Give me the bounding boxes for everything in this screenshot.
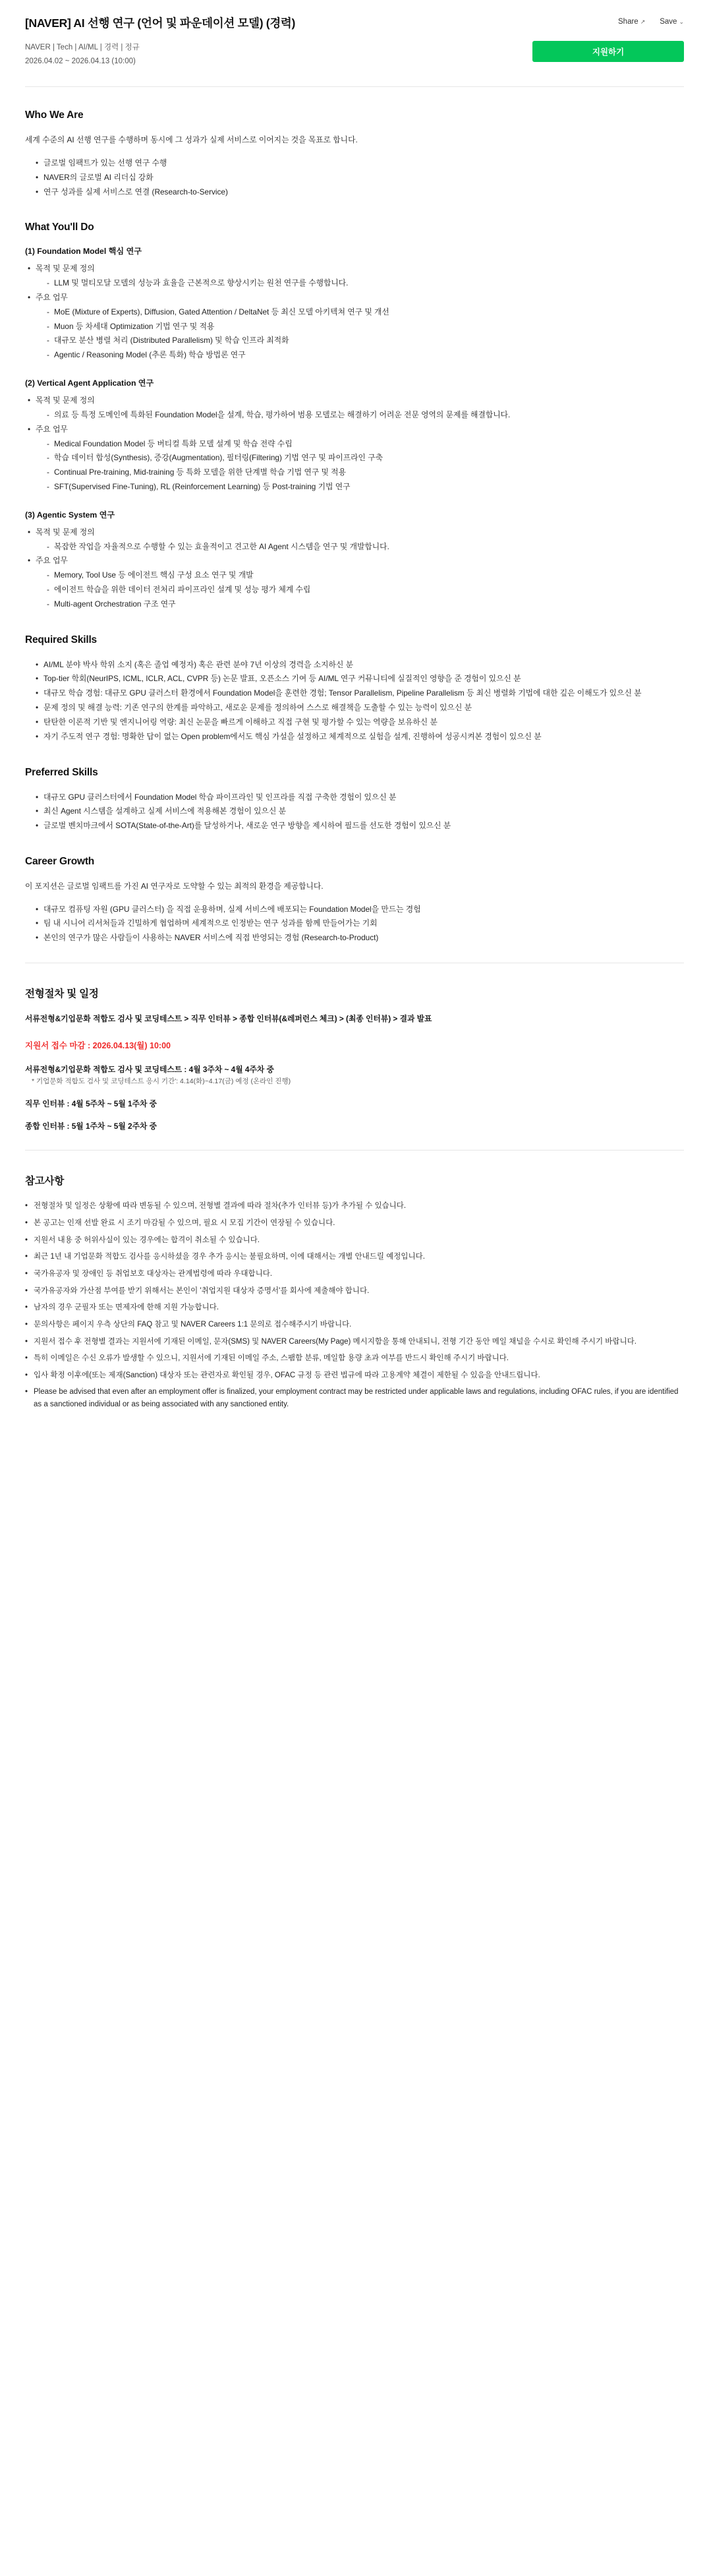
application-deadline: 지원서 접수 마감 : 2026.04.13(월) 10:00 [25, 1041, 171, 1051]
list-item: - 대규모 분산 병렬 처리 (Distributed Parallelism) 및 학습 인프라 최적화 [46, 334, 684, 348]
header-divider [25, 86, 684, 87]
group-sub-label: • 목적 및 문제 정의 [25, 262, 684, 276]
list-item: • 본 공고는 인재 선발 완료 시 조기 마감될 수 있으며, 필요 시 모집 기간이 연장될 수 있습니다. [25, 1216, 684, 1230]
page-title: [NAVER] AI 선행 연구 (언어 및 파운데이션 모델) (경력) [25, 16, 296, 30]
list-item: • 자기 주도적 연구 경험: 명확한 답이 없는 Open problem에서도 핵심 가설을 설정하고 체계적으로 실험을 설계, 진행하여 성공시켜본 경험이 있으신 분 [36, 730, 684, 744]
list-item: • 본인의 연구가 많은 사람들이 사용하는 NAVER 서비스에 직접 반영되는 경험 (Research-to-Product) [36, 931, 684, 945]
share-icon: ↗ [640, 18, 646, 25]
process-title: 전형절차 및 일정 [25, 988, 99, 1000]
list-item: • 대규모 컴퓨팅 자원 (GPU 클러스터) 을 직접 운용하며, 실제 서비스에 배포되는 Foundation Model을 만드는 경험 [36, 903, 684, 917]
process-step-title: 종합 인터뷰 : 5월 1주차 ~ 5월 2주차 중 [25, 1122, 157, 1131]
required-skills-list [25, 658, 684, 744]
required-skills-title: Required Skills [25, 634, 97, 645]
list-item: • 특히 이메일은 수신 오류가 발생할 수 있으니, 지원서에 기재된 이메일 주소, 스팸함 분류, 메일함 용량 초과 여부를 반드시 확인해 주시기 바랍니다. [25, 1352, 684, 1365]
group-sub-label: • 주요 업무 [25, 554, 684, 568]
list-item: - Medical Foundation Model 등 버티컬 특화 모델 설계 및 학습 전략 수립 [46, 437, 684, 452]
career-growth-intro: 이 포지션은 글로벌 임팩트를 가진 AI 연구자로 도약할 수 있는 최적의 환경을 제공합니다. [25, 881, 324, 891]
list-item: • 대규모 학습 경험: 대규모 GPU 클러스터 환경에서 Foundation Model을 훈련한 경험; Tensor Parallelism, Pipeline Parallelism 등 최신 병렬화 기법에 대한 깊은 이해도가 있으신 분 [36, 686, 684, 701]
section-preferred-skills [25, 767, 684, 833]
list-item: - Multi-agent Orchestration 구조 연구 [46, 597, 684, 612]
notice-divider [25, 1150, 684, 1151]
list-item: - Memory, Tool Use 등 에이전트 핵심 구성 요소 연구 및 개발 [46, 568, 684, 583]
group-sub-list [36, 276, 684, 291]
job-meta-tags: NAVER | Tech | AI/ML | 경력 | 정규 [25, 43, 140, 51]
list-item: - SFT(Supervised Fine-Tuning), RL (Reinforcement Learning) 등 Post-training 기법 연구 [46, 480, 684, 494]
group-sub-label: • 목적 및 문제 정의 [25, 525, 684, 540]
save-label: Save [660, 18, 677, 26]
who-we-are-title: Who We Are [25, 109, 84, 121]
list-item: • 문제 정의 및 해결 능력: 기존 연구의 한계를 파악하고, 새로운 문제를 정의하여 스스로 해결책을 도출할 수 있는 능력이 있으신 분 [36, 701, 684, 715]
meta-row [25, 41, 684, 70]
list-item: - MoE (Mixture of Experts), Diffusion, Gated Attention / DeltaNet 등 최신 모델 아키텍쳐 연구 및 개선 [46, 305, 684, 320]
share-button[interactable] [618, 18, 645, 26]
chevron-down-icon: ⌄ [679, 18, 684, 25]
job-meta [25, 41, 140, 70]
group-sub-list [36, 437, 684, 494]
list-item: • 탄탄한 이론적 기반 및 엔지니어링 역량: 최신 논문을 빠르게 이해하고 직접 구현 및 평가할 수 있는 역량을 보유하신 분 [36, 715, 684, 730]
job-group-agentic-system [25, 509, 684, 612]
list-item: - 복잡한 작업을 자율적으로 수행할 수 있는 효율적이고 견고한 AI Agent 시스템을 연구 및 개발합니다. [46, 540, 684, 554]
list-item: • NAVER의 글로벌 AI 리더십 강화 [36, 171, 684, 185]
group-title: (1) Foundation Model 핵심 연구 [25, 247, 142, 256]
list-item: • 팀 내 시니어 리서처들과 긴밀하게 협업하며 세계적으로 인정받는 연구 성과를 함께 만들어가는 기회 [36, 916, 684, 931]
list-item: - LLM 및 멀티모달 모델의 성능과 효율을 근본적으로 향상시키는 원천 연구를 수행합니다. [46, 276, 684, 291]
section-career-growth [25, 856, 684, 945]
process-step [25, 1120, 684, 1133]
list-item: - Agentic / Reasoning Model (추론 특화) 학습 방법론 연구 [46, 348, 684, 363]
list-item: • 전형절차 및 일정은 상황에 따라 변동될 수 있으며, 전형별 결과에 따라 절차(추가 인터뷰 등)가 추가될 수 있습니다. [25, 1199, 684, 1213]
who-we-are-list [25, 156, 684, 199]
list-item: • 최신 Agent 시스템을 설계하고 실제 서비스에 적용해본 경험이 있으신 분 [36, 804, 684, 819]
who-we-are-intro: 세계 수준의 AI 선행 연구를 수행하며 동시에 그 성과가 실제 서비스로 이어지는 것을 목표로 합니다. [25, 135, 358, 145]
list-item: - Muon 등 차세대 Optimization 기법 연구 및 적용 [46, 320, 684, 334]
section-notice [25, 1173, 684, 1411]
list-item: • Please be advised that even after an employment offer is finalized, your employment contract may be restricted under applicable laws and regulations, including OFAC rules, if you are identified as a sanctioned individual or as being associated with any sanctioned entity. [25, 1386, 684, 1411]
job-group-vertical-agent [25, 377, 684, 494]
preferred-skills-list [25, 791, 684, 833]
process-step [25, 1063, 684, 1088]
share-label: Share [618, 18, 638, 26]
list-item: • 글로벌 임팩트가 있는 선행 연구 수행 [36, 156, 684, 171]
list-item: • 최근 1년 내 기업문화 적합도 검사를 응시하셨을 경우 추가 응시는 불필요하며, 이에 대해서는 개별 안내드릴 예정입니다. [25, 1250, 684, 1264]
section-what-youll-do [25, 222, 684, 611]
process-flow: 서류전형&기업문화 적합도 검사 및 코딩테스트 > 직무 인터뷰 > 종합 인터뷰(&레퍼런스 체크) > (최종 인터뷰) > 결과 발표 [25, 1014, 432, 1024]
notice-list [25, 1199, 684, 1411]
group-sub-label: • 목적 및 문제 정의 [25, 394, 684, 408]
process-step-title: 서류전형&기업문화 적합도 검사 및 코딩테스트 : 4월 3주차 ~ 4월 4주차 중 [25, 1065, 274, 1075]
header [25, 15, 684, 32]
section-who-we-are [25, 109, 684, 199]
list-item: • 연구 성과를 실제 서비스로 연결 (Research-to-Service) [36, 185, 684, 200]
list-item: • 남자의 경우 군필자 또는 면제자에 한해 지원 가능합니다. [25, 1301, 684, 1315]
list-item: • 대규모 GPU 클러스터에서 Foundation Model 학습 파이프라인 및 인프라를 직접 구축한 경험이 있으신 분 [36, 791, 684, 805]
career-growth-title: Career Growth [25, 855, 95, 867]
list-item: • 국가유공자 및 장애인 등 취업보호 대상자는 관계법령에 따라 우대합니다. [25, 1267, 684, 1281]
list-item: • 입사 확정 이후에(또는 제재(Sanction) 대상자 또는 관련자로 확인될 경우, OFAC 규정 등 관련 법규에 따라 고용계약 체결이 제한될 수 있음을 안내드립니다. [25, 1369, 684, 1383]
list-item: • AI/ML 분야 박사 학위 소지 (혹은 졸업 예정자) 혹은 관련 분야 7년 이상의 경력을 소지하신 분 [36, 658, 684, 673]
preferred-skills-title: Preferred Skills [25, 766, 98, 778]
job-group-foundation-model [25, 245, 684, 363]
list-item: • 지원서 접수 후 전형별 결과는 지원서에 기재된 이메일, 문자(SMS) 및 NAVER Careers(My Page) 메시지함을 통해 안내되니, 전형 기간 동안 메일 채널을 수시로 확인해 주시기 바랍니다. [25, 1335, 684, 1349]
list-item: • 글로벌 벤치마크에서 SOTA(State-of-the-Art)를 달성하거나, 새로운 연구 방향을 제시하여 필드를 선도한 경험이 있으신 분 [36, 819, 684, 833]
group-sub-list [36, 540, 684, 554]
apply-button[interactable]: 지원하기 [532, 41, 684, 62]
list-item: - Continual Pre-training, Mid-training 등 특화 모델을 위한 단계별 학습 기법 연구 및 적용 [46, 465, 684, 480]
group-sub-list [36, 305, 684, 363]
list-item: - 학습 데이터 합성(Synthesis), 증강(Augmentation), 필터링(Filtering) 기법 연구 및 파이프라인 구축 [46, 451, 684, 465]
what-youll-do-title: What You'll Do [25, 222, 94, 233]
process-step-note: * 기업문화 적합도 검사 및 코딩테스트 응시 기간': 4.14(화)~4.17(금) 예정 (온라인 진행) [32, 1077, 291, 1086]
group-title: (2) Vertical Agent Application 연구 [25, 378, 154, 388]
notice-title: 참고사항 [25, 1176, 65, 1187]
save-button[interactable] [660, 18, 684, 26]
list-item: - 의료 등 특정 도메인에 특화된 Foundation Model을 설계, 학습, 평가하여 범용 모델로는 해결하기 어려운 전문 영역의 문제를 해결합니다. [46, 408, 684, 423]
section-required-skills [25, 634, 684, 744]
list-item: • 국가유공자와 가산점 부여를 받기 위해서는 본인이 '취업지원 대상자 증명서'를 회사에 제출해야 합니다. [25, 1284, 684, 1298]
section-process [25, 986, 684, 1133]
list-item: • 문의사항은 페이지 우측 상단의 FAQ 참고 및 NAVER Careers 1:1 문의로 접수해주시기 바랍니다. [25, 1318, 684, 1332]
group-title: (3) Agentic System 연구 [25, 510, 115, 520]
career-growth-list [25, 903, 684, 945]
group-sub-label: • 주요 업무 [25, 423, 684, 437]
list-item: - 에이전트 학습을 위한 데이터 전처리 파이프라인 설계 및 성능 평가 체계 수립 [46, 583, 684, 597]
process-step [25, 1097, 684, 1110]
job-meta-dates: 2026.04.02 ~ 2026.04.13 (10:00) [25, 57, 136, 66]
group-sub-list [36, 408, 684, 423]
process-step-title: 직무 인터뷰 : 4월 5주차 ~ 5월 1주차 중 [25, 1099, 157, 1109]
list-item: • Top-tier 학회(NeurIPS, ICML, ICLR, ACL, CVPR 등) 논문 발표, 오픈소스 기여 등 AI/ML 연구 커뮤니티에 실질적인 영향을 준 경험이 있으신 분 [36, 672, 684, 686]
group-sub-label: • 주요 업무 [25, 291, 684, 305]
list-item: • 지원서 내용 중 허위사실이 있는 경우에는 합격이 취소될 수 있습니다. [25, 1234, 684, 1247]
header-actions [618, 15, 684, 26]
group-sub-list [36, 568, 684, 611]
